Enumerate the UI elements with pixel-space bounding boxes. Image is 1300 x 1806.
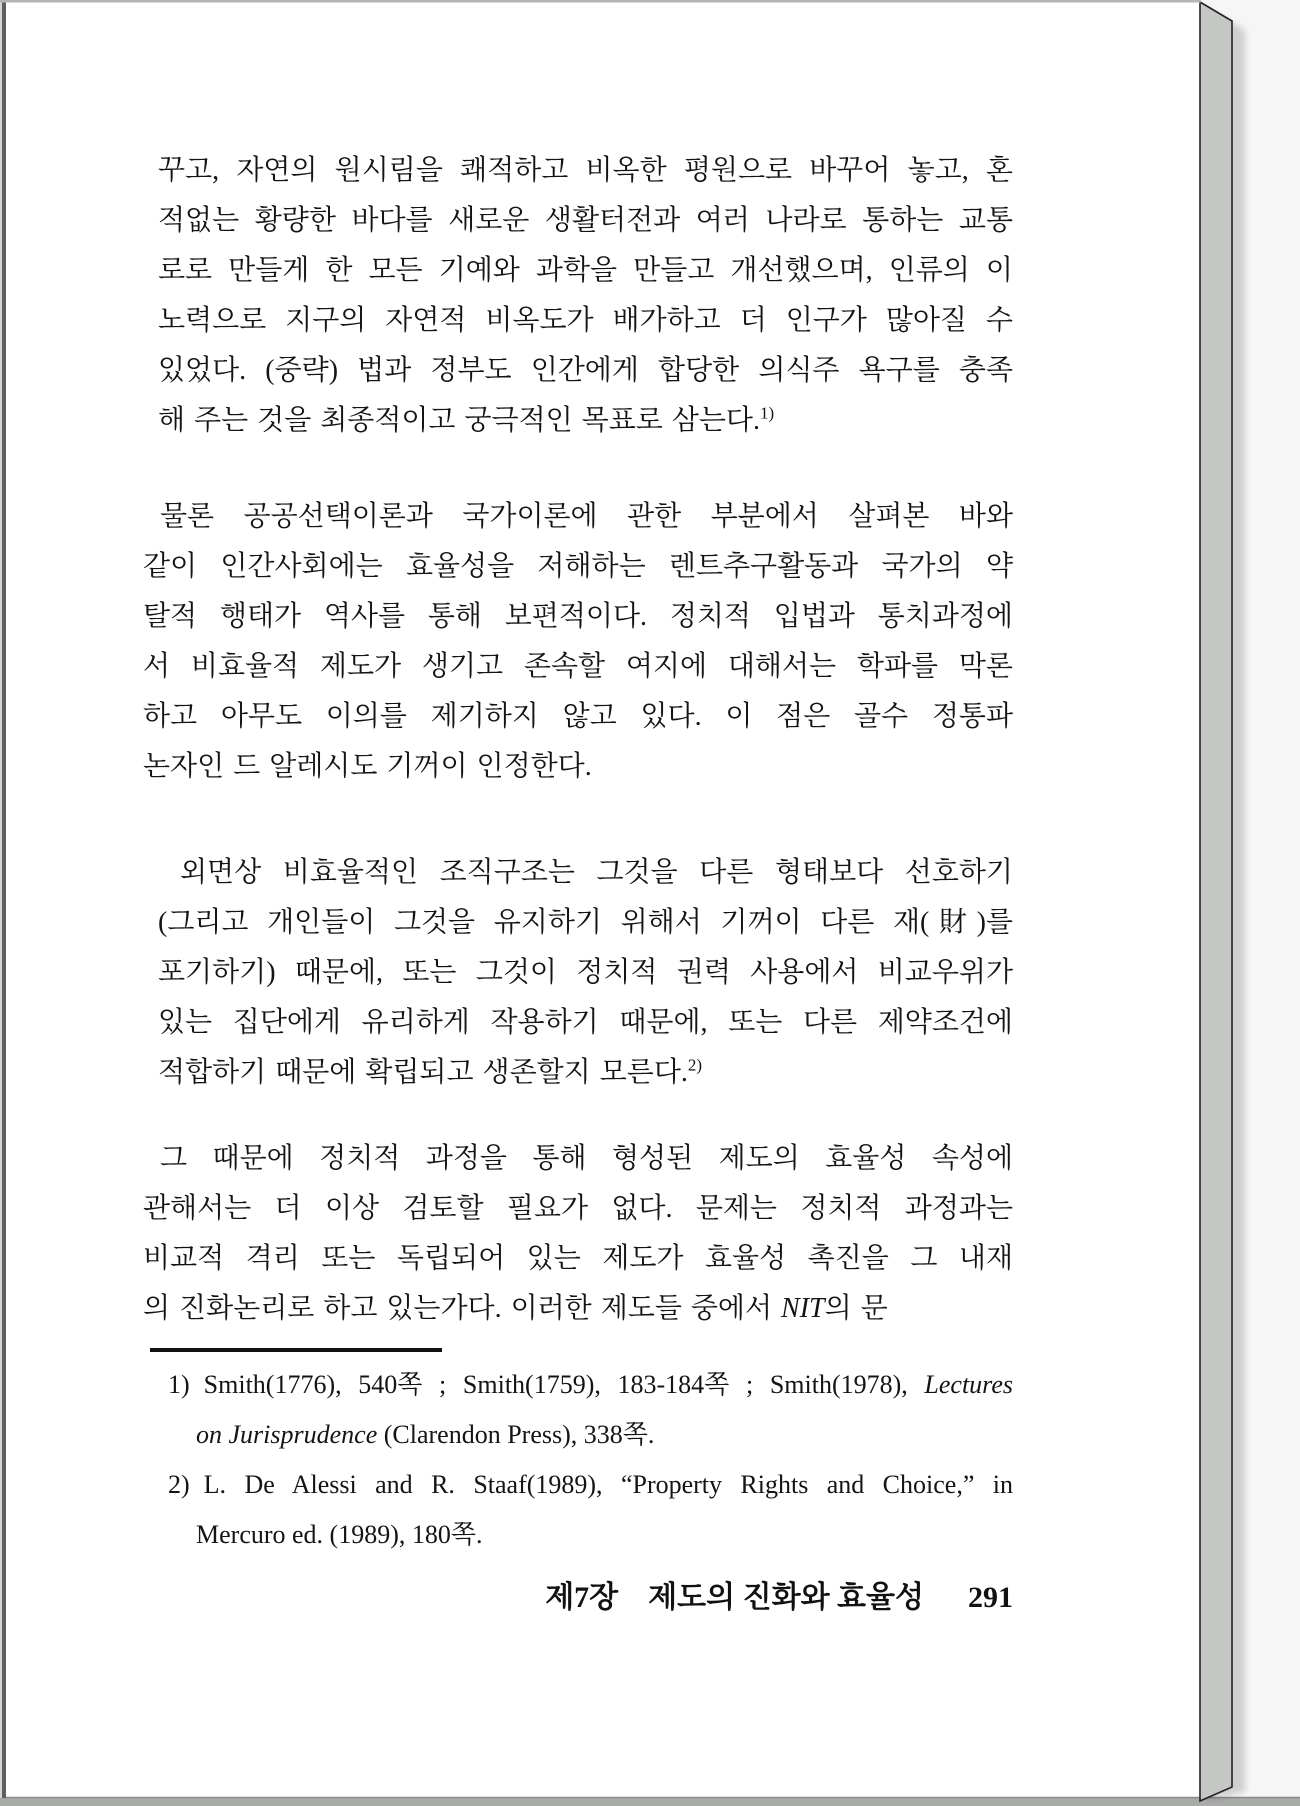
right-page-thickness-edge bbox=[1200, 2, 1232, 1801]
para2-line-4 bbox=[143, 1284, 1013, 1334]
footnote-rule bbox=[150, 1348, 442, 1352]
paragraph-1 bbox=[143, 492, 1013, 792]
page-number: 291 bbox=[968, 1581, 1013, 1614]
para1-line-5: 하고 아무도 이의를 제기하지 않고 있다. 이 점은 골수 정통파 bbox=[143, 701, 1013, 732]
para1-line-3: 탈적 행태가 역사를 통해 보편적이다. 정치적 입법과 통치과정에 bbox=[143, 601, 1013, 632]
para1-line-6: 논자인 드 알레시도 기꺼이 인정한다. bbox=[143, 751, 592, 782]
footnote-1-line-1 bbox=[168, 1360, 1013, 1410]
quote1-line-6-text: 해 주는 것을 최종적이고 궁극적인 목표로 삼는다. bbox=[158, 405, 760, 436]
footnotes bbox=[168, 1360, 1013, 1560]
quote2-line-2: (그리고 개인들이 그것을 유지하기 위해서 기꺼이 다른 재(財)를 bbox=[158, 907, 1013, 938]
para2-line-4-text-a: 의 진화논리로 하고 있는가다. 이러한 제도들 중에서 bbox=[143, 1293, 782, 1324]
quote2-line-4: 있는 집단에게 유리하게 작용하기 때문에, 또는 다른 제약조건에 bbox=[158, 1007, 1013, 1038]
footnote-2-text-2: Mercuro ed. (1989), 180쪽. bbox=[196, 1520, 483, 1549]
footnote-1-text-a: Smith(1776), 540쪽 ; Smith(1759), 183-184쪽 ; Smith(1978), bbox=[203, 1370, 925, 1399]
quote2-line-5-text: 적합하기 때문에 확립되고 생존할지 모른다. bbox=[158, 1057, 688, 1088]
para2-line-2: 관해서는 더 이상 검토할 필요가 없다. 문제는 정치적 과정과는 bbox=[143, 1193, 1013, 1224]
footnote-2-line-1 bbox=[168, 1460, 1013, 1510]
blockquote-2 bbox=[158, 848, 1013, 1098]
page-content bbox=[143, 146, 1013, 1616]
para1-line-1: 물론 공공선택이론과 국가이론에 관한 부분에서 살펴본 바와 bbox=[160, 501, 1013, 532]
footnote-1-italic-b: on Jurisprudence bbox=[196, 1420, 378, 1449]
quote1-line-2: 적없는 황량한 바다를 새로운 생활터전과 여러 나라로 통하는 교통 bbox=[158, 205, 1013, 236]
quote1-line-5: 있었다. (중략) 법과 정부도 인간에게 합당한 의식주 욕구를 충족 bbox=[158, 355, 1013, 386]
quote2-line-5 bbox=[158, 1048, 1013, 1098]
quote1-line-4: 노력으로 지구의 자연적 비옥도가 배가하고 더 인구가 많아질 수 bbox=[158, 305, 1013, 336]
para1-line-2: 같이 인간사회에는 효율성을 저해하는 렌트추구활동과 국가의 약 bbox=[143, 551, 1013, 582]
footnote-2-text-1: L. De Alessi and R. Staaf(1989), “Property Rights and Choice,” in bbox=[203, 1470, 1013, 1499]
footnote-ref-1: 1) bbox=[759, 403, 775, 423]
paragraph-2 bbox=[143, 1134, 1013, 1334]
footnote-1-line-2 bbox=[168, 1410, 1013, 1460]
footnote-1-marker: 1) bbox=[168, 1370, 190, 1399]
bottom-page-stack-edge bbox=[0, 1797, 1300, 1806]
para2-line-3: 비교적 격리 또는 독립되어 있는 제도가 효율성 촉진을 그 내재 bbox=[143, 1243, 1013, 1274]
quote1-line-6 bbox=[158, 396, 1013, 446]
para1-line-4: 서 비효율적 제도가 생기고 존속할 여지에 대해서는 학파를 막론 bbox=[143, 651, 1013, 682]
footnote-1-italic-a: Lectures bbox=[924, 1370, 1013, 1399]
para2-line-4-text-c: 의 문 bbox=[824, 1293, 888, 1324]
para2-line-1: 그 때문에 정치적 과정을 통해 형성된 제도의 효율성 속성에 bbox=[160, 1143, 1013, 1174]
quote2-line-3: 포기하기) 때문에, 또는 그것이 정치적 권력 사용에서 비교우위가 bbox=[158, 957, 1013, 988]
quote2-line-1: 외면상 비효율적인 조직구조는 그것을 다른 형태보다 선호하기 bbox=[180, 857, 1013, 888]
blockquote-1 bbox=[158, 146, 1013, 446]
chapter-title: 제도의 진화와 효율성 bbox=[648, 1581, 924, 1614]
footnote-ref-2: 2) bbox=[687, 1055, 703, 1075]
footnote-2-marker: 2) bbox=[168, 1470, 190, 1499]
para2-nit-italic: NIT bbox=[781, 1293, 825, 1324]
chapter-label: 제7장 bbox=[545, 1581, 619, 1614]
quote1-line-3: 로로 만들게 한 모든 기예와 과학을 만들고 개선했으며, 인류의 이 bbox=[158, 255, 1013, 286]
footnote-1-text-b: (Clarendon Press), 338쪽. bbox=[377, 1420, 655, 1449]
running-footer bbox=[143, 1580, 1013, 1616]
footnote-2-line-2 bbox=[168, 1510, 1013, 1560]
quote1-line-1: 꾸고, 자연의 원시림을 쾌적하고 비옥한 평원으로 바꾸어 놓고, 혼 bbox=[158, 155, 1013, 186]
